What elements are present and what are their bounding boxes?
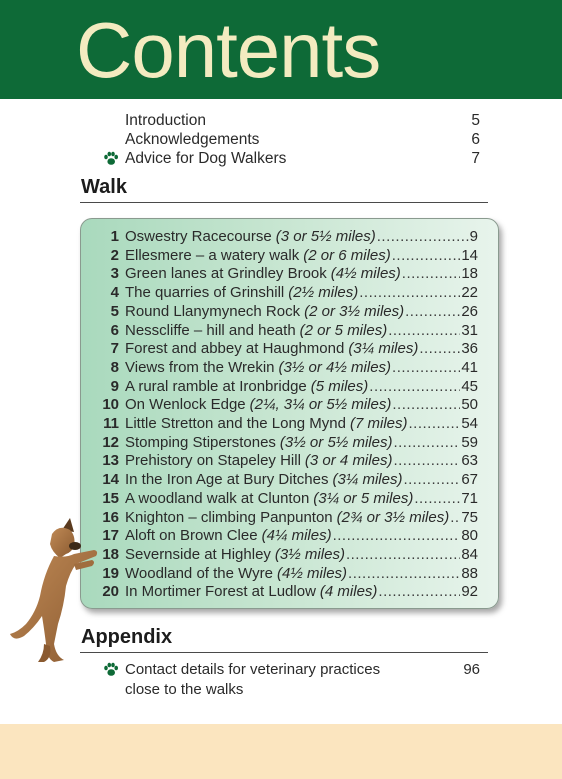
walk-distance: (3 or 5½ miles) — [275, 228, 376, 245]
walk-page: 59 — [461, 433, 478, 451]
walk-name: A woodland walk at Clunton — [125, 489, 310, 507]
dot-leader — [403, 471, 460, 490]
walk-name: Oswestry Racecourse — [125, 228, 272, 245]
walk-name: A rural ramble at Ironbridge — [125, 377, 307, 395]
walk-page: 71 — [461, 489, 478, 507]
walk-number: 5 — [110, 302, 119, 320]
walk-page: 22 — [461, 284, 478, 302]
dot-leader — [392, 359, 460, 378]
walk-number: 12 — [102, 433, 119, 451]
walk-name: Woodland of the Wyre — [125, 564, 274, 582]
walk-page: 80 — [461, 527, 478, 545]
toc-entry-page: 7 — [471, 150, 480, 167]
header-band — [0, 0, 562, 99]
toc-entry-label: Contact details for veterinary practices — [125, 661, 381, 678]
dot-leader — [333, 527, 461, 546]
walk-distance: (2 or 3½ miles) — [304, 302, 405, 320]
walk-distance: (4½ miles) — [277, 564, 348, 582]
dot-leader — [369, 378, 460, 397]
dot-leader — [392, 396, 460, 415]
walk-number: 20 — [102, 583, 119, 601]
walk-name: Round Llanymynech Rock — [125, 302, 301, 320]
dot-leader — [378, 583, 460, 602]
walk-entry[interactable] — [100, 546, 478, 565]
toc-entry-label-cont: close to the walks — [125, 681, 244, 698]
dot-leader — [346, 546, 460, 565]
walk-number: 6 — [110, 321, 119, 339]
walk-name: Little Stretton and the Long Mynd — [125, 415, 346, 432]
dot-leader — [377, 228, 469, 247]
walk-name: Ellesmere – a watery walk — [125, 246, 300, 264]
walk-name: Severnside at Highley — [125, 545, 271, 563]
toc-entry-veterinary-contacts[interactable] — [125, 660, 480, 700]
walk-distance: (3½ miles) — [274, 545, 345, 563]
walk-number: 17 — [102, 527, 119, 545]
walk-page: 45 — [461, 377, 478, 395]
dot-leader — [388, 322, 460, 341]
dot-leader — [405, 303, 460, 322]
walk-number: 11 — [103, 415, 119, 432]
walk-entry[interactable] — [100, 303, 478, 322]
walk-page: 88 — [461, 564, 478, 582]
walk-name: Nesscliffe – hill and heath — [125, 321, 296, 339]
walk-name: Stomping Stiperstones — [125, 433, 276, 451]
walk-name: On Wenlock Edge — [125, 396, 246, 414]
walk-name: Knighton – climbing Panpunton — [125, 508, 333, 526]
walk-entry[interactable] — [100, 565, 478, 584]
walk-entry[interactable] — [100, 396, 478, 415]
walk-distance: (3½ or 5½ miles) — [279, 433, 393, 451]
walk-distance: (2¼, 3¼ or 5½ miles) — [249, 396, 392, 414]
footer-band — [0, 724, 562, 779]
walk-page: 9 — [469, 228, 478, 245]
dot-leader — [348, 565, 460, 584]
walk-entry[interactable] — [100, 340, 478, 359]
walk-entry[interactable] — [100, 471, 478, 490]
walk-name: The quarries of Grinshill — [125, 284, 285, 302]
dot-leader — [419, 340, 460, 359]
toc-entry-page: 96 — [463, 661, 480, 678]
walk-number: 9 — [110, 377, 119, 395]
walk-entry[interactable] — [100, 527, 478, 546]
walk-number: 18 — [102, 545, 119, 563]
toc-entry-introduction[interactable] — [125, 111, 480, 130]
walk-page: 54 — [461, 415, 478, 432]
walk-section-title: Walk — [81, 176, 127, 198]
walk-distance: (3½ or 4½ miles) — [278, 358, 392, 376]
walk-name: In Mortimer Forest at Ludlow — [125, 583, 316, 601]
walk-page: 18 — [461, 265, 478, 283]
walk-entry[interactable] — [100, 490, 478, 509]
walk-number: 3 — [110, 265, 119, 283]
walk-entry[interactable] — [100, 284, 478, 303]
toc-entry-label: Acknowledgements — [125, 131, 260, 148]
walk-page: 36 — [461, 340, 478, 358]
walk-distance: (2 or 5 miles) — [299, 321, 388, 339]
walk-entry[interactable] — [100, 265, 478, 284]
walk-page: 26 — [461, 302, 478, 320]
appendix-section-title: Appendix — [81, 626, 173, 648]
walk-page: 14 — [461, 246, 478, 264]
walk-distance: (4 miles) — [319, 583, 378, 601]
section-divider — [80, 202, 488, 203]
walk-number: 13 — [102, 452, 119, 470]
dot-leader — [450, 509, 460, 528]
walk-name: Green lanes at Grindley Brook — [125, 265, 327, 283]
section-divider — [80, 652, 488, 653]
walk-page: 31 — [461, 321, 478, 339]
walk-distance: (4¼ miles) — [261, 527, 332, 545]
dot-leader — [359, 284, 460, 303]
walk-entry[interactable] — [100, 434, 478, 453]
walk-page: 67 — [461, 471, 478, 489]
walk-number: 15 — [102, 489, 119, 507]
walk-distance: (4½ miles) — [330, 265, 401, 283]
toc-entry-label: Advice for Dog Walkers — [125, 150, 287, 167]
walk-name: Prehistory on Stapeley Hill — [125, 452, 301, 470]
paw-icon — [103, 662, 119, 677]
walk-page: 75 — [461, 508, 478, 526]
paw-icon — [103, 151, 119, 166]
dot-leader — [392, 247, 461, 266]
walk-number: 8 — [110, 358, 119, 376]
walk-number: 14 — [102, 471, 119, 489]
walk-entry[interactable] — [100, 359, 478, 378]
dot-leader — [409, 415, 461, 434]
walk-name: In the Iron Age at Bury Ditches — [125, 471, 329, 489]
walk-entry[interactable] — [100, 583, 478, 602]
walk-number: 7 — [110, 340, 119, 358]
dot-leader — [414, 490, 460, 509]
page-title: Contents — [76, 6, 381, 94]
walk-entry[interactable] — [100, 452, 478, 471]
dot-leader — [393, 434, 460, 453]
toc-entry-page: 5 — [471, 112, 480, 129]
walk-entry[interactable] — [100, 322, 478, 341]
walk-distance: (2½ miles) — [288, 284, 359, 302]
walk-name: Aloft on Brown Clee — [125, 527, 258, 545]
walk-distance: (5 miles) — [310, 377, 369, 395]
walk-entry[interactable] — [100, 228, 478, 247]
walk-page: 84 — [461, 545, 478, 563]
walk-number: 19 — [102, 564, 119, 582]
walk-page: 92 — [461, 583, 478, 601]
toc-entry-dog-walkers[interactable] — [125, 149, 480, 168]
walk-number: 10 — [102, 396, 119, 414]
walk-entry[interactable] — [100, 415, 478, 434]
walk-page: 41 — [461, 358, 478, 376]
walk-distance: (7 miles) — [349, 415, 408, 432]
walk-distance: (2¾ or 3½ miles) — [336, 508, 450, 526]
walk-number: 4 — [110, 284, 119, 302]
walk-entry[interactable] — [100, 509, 478, 528]
walk-distance: (3 or 4 miles) — [304, 452, 393, 470]
walk-distance: (3¼ miles) — [332, 471, 403, 489]
dot-leader — [393, 452, 460, 471]
walk-distance: (3¼ miles) — [348, 340, 419, 358]
walk-number: 16 — [102, 508, 119, 526]
walk-name: Forest and abbey at Haughmond — [125, 340, 345, 358]
walk-number: 1 — [110, 228, 119, 245]
toc-entry-label: Introduction — [125, 112, 206, 129]
walk-distance: (2 or 6 miles) — [303, 246, 391, 264]
toc-entry-acknowledgements[interactable] — [125, 130, 480, 149]
walk-page: 63 — [461, 452, 478, 470]
toc-entry-page: 6 — [471, 131, 480, 148]
walk-entry[interactable] — [100, 378, 478, 397]
dot-leader — [402, 265, 461, 284]
walk-entry[interactable] — [100, 247, 478, 266]
walk-name: Views from the Wrekin — [125, 358, 275, 376]
walk-distance: (3¼ or 5 miles) — [313, 489, 414, 507]
walk-number: 2 — [110, 246, 119, 264]
walk-page: 50 — [461, 396, 478, 414]
